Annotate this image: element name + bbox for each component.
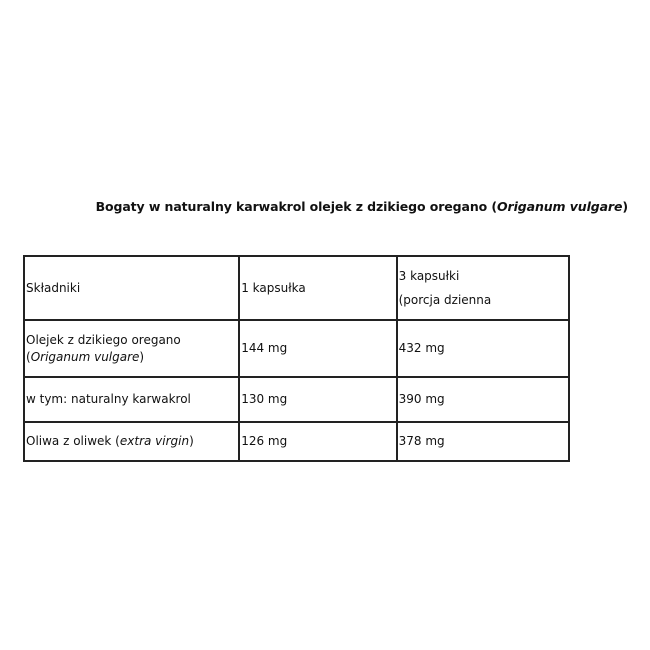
table-row <box>24 422 569 461</box>
header-cell-ingredients: Składniki <box>24 256 239 320</box>
paren-open: ( <box>26 349 31 364</box>
ingredient-name-prefix: Oliwa z oliwek ( <box>26 434 120 448</box>
header-cell-one-capsule: 1 kapsułka <box>239 256 396 320</box>
table-header-row <box>24 256 569 320</box>
header-daily-portion-label: (porcja dzienna <box>398 292 492 307</box>
value-one-capsule: 144 mg <box>239 320 396 377</box>
heading-latin-name: Origanum vulgare <box>496 199 623 214</box>
ingredients-table <box>23 255 570 462</box>
value-three-capsules: 390 mg <box>397 377 569 422</box>
ingredient-name-oregano-oil <box>24 320 239 377</box>
value-one-capsule: 126 mg <box>239 422 396 461</box>
value-one-capsule: 130 mg <box>239 377 396 422</box>
ingredient-name-line2 <box>26 349 237 366</box>
table-row <box>24 377 569 422</box>
heading-text: Bogaty w naturalny karwakrol olejek z dzikiego oregano ( <box>95 199 497 214</box>
header-cell-three-capsules <box>397 256 569 320</box>
ingredient-name-carvacrol: w tym: naturalny karwakrol <box>24 377 239 422</box>
ingredient-name-italic: extra virgin <box>119 434 190 448</box>
table-row <box>24 320 569 377</box>
ingredient-name-olive-oil <box>24 422 239 461</box>
value-three-capsules: 432 mg <box>397 320 569 377</box>
paren-close: ) <box>189 434 194 448</box>
heading-closing-paren: ) <box>622 199 628 214</box>
header-three-capsules-label: 3 kapsułki <box>398 268 460 283</box>
value-three-capsules: 378 mg <box>397 422 569 461</box>
paren-close: ) <box>139 349 145 364</box>
ingredient-name-line1: Olejek z dzikiego oregano <box>26 332 181 347</box>
ingredient-latin-name: Origanum vulgare <box>30 349 140 364</box>
page-heading <box>96 199 628 214</box>
